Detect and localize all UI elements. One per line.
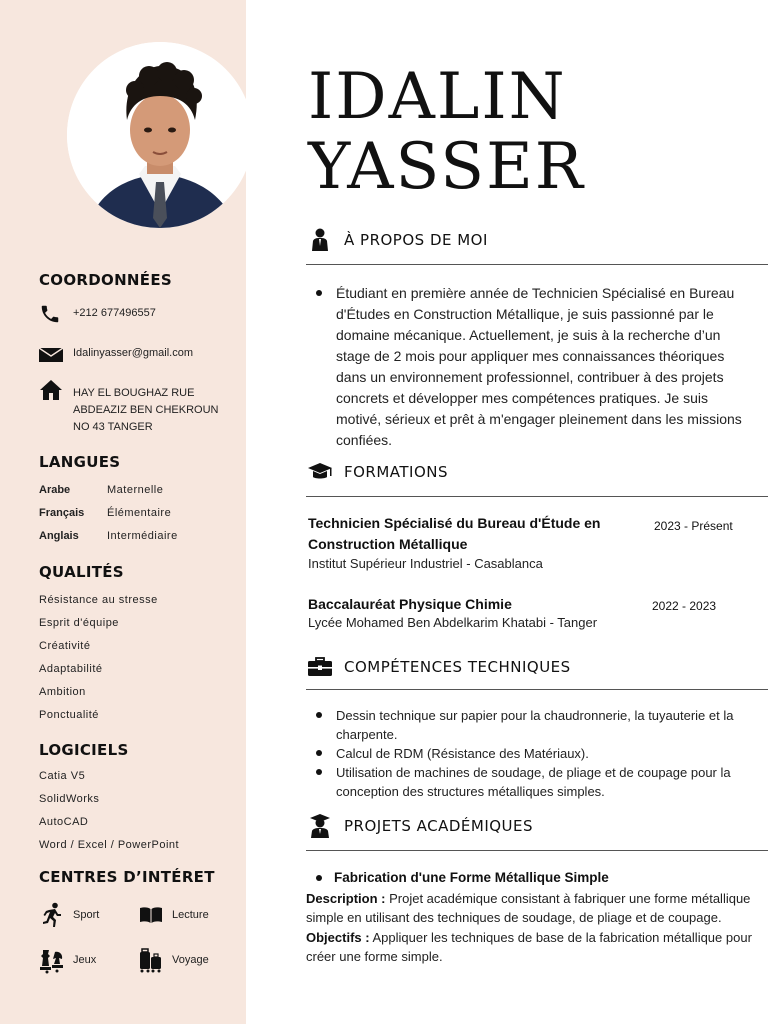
project-item xyxy=(306,868,752,967)
project-title: Fabrication d'une Forme Métallique Simple xyxy=(306,868,752,888)
skill-item: Utilisation de machines de soudage, de pliage et de coupage pour la conception des structures métalliques simples. xyxy=(314,763,754,801)
quality-item: Esprit d'équipe xyxy=(39,617,119,629)
language-item: Anglais Intermédiaire xyxy=(39,530,178,542)
about-text: Étudiant en première année de Technicien Spécialisé en Bureau d'Études en Construction Métallique, je suis passionné par le domaine mécanique. Actuellement, je suis à la recherche d’un stage de 2 mois pour appliquer mes connaissances théoriques dans un environnement professionnel, contribuer à des projets concrets et développer mes compétences pratiques. Je suis motivé, sérieux et prêt à m'engager pleinement dans les missions confiées. xyxy=(314,283,754,451)
interest-sport xyxy=(39,902,99,928)
interest-reading xyxy=(138,902,209,928)
description-text: Projet académique consistant à fabriquer une forme métallique simple en utilisant des techniques de soudage, de pliage et de coupage. xyxy=(306,890,751,925)
skill-item: Calcul de RDM (Résistance des Matériaux). xyxy=(314,744,754,763)
chess-icon xyxy=(39,947,65,973)
software-item: AutoCAD xyxy=(39,816,89,828)
contact-title: COORDONNÉES xyxy=(39,271,172,289)
toolbox-icon xyxy=(306,655,334,679)
interests-title: CENTRES D’INTÉRET xyxy=(39,868,215,886)
education-item-date: 2023 - Présent xyxy=(654,519,733,533)
software-title: LOGICIELS xyxy=(39,741,129,759)
education-item-title: Technicien Spécialisé du Bureau d'Étude en Construction Métallique xyxy=(308,515,601,552)
projects-title: PROJETS ACADÉMIQUES xyxy=(344,817,534,835)
envelope-icon xyxy=(39,345,63,365)
sidebar xyxy=(0,0,246,1024)
profile-photo xyxy=(67,42,253,228)
quality-item: Adaptabilité xyxy=(39,663,103,675)
name-last: YASSER xyxy=(308,130,585,204)
graduate-icon xyxy=(306,814,334,838)
book-icon xyxy=(138,902,164,928)
email-text: Idalinyasser@gmail.com xyxy=(73,347,193,359)
skill-item: Dessin technique sur papier pour la chaudronnerie, la tuyauterie et la charpente. xyxy=(314,706,754,744)
interest-label: Sport xyxy=(73,909,100,921)
projects-header xyxy=(306,814,533,838)
quality-item: Ambition xyxy=(39,686,86,698)
phone-icon xyxy=(39,304,63,324)
education-item-title: Baccalauréat Physique Chimie xyxy=(308,596,512,612)
description-label: Description : xyxy=(306,890,386,906)
phone-text: +212 677496557 xyxy=(73,307,156,319)
user-icon xyxy=(306,228,334,252)
name-first: IDALIN xyxy=(308,60,567,134)
contact-email xyxy=(39,345,193,365)
language-item: Arabe Maternelle xyxy=(39,484,164,496)
about-title: À PROPOS DE MOI xyxy=(344,231,488,249)
interest-label: Jeux xyxy=(73,954,97,966)
language-item: Français Élémentaire xyxy=(39,507,172,519)
interest-games xyxy=(39,947,96,973)
interest-label: Voyage xyxy=(172,954,209,966)
about-text-block xyxy=(314,283,754,451)
quality-item: Ponctualité xyxy=(39,709,99,721)
skills-title: COMPÉTENCES TECHNIQUES xyxy=(344,658,571,676)
quality-item: Créativité xyxy=(39,640,91,652)
interest-label: Lecture xyxy=(172,909,209,921)
quality-item: Résistance au stresse xyxy=(39,594,158,606)
qualities-title: QUALITÉS xyxy=(39,563,124,581)
address-line-1: HAY EL BOUGHAZ RUE xyxy=(73,387,195,399)
address-line-2: ABDEAZIZ BEN CHEKROUN xyxy=(73,404,219,416)
projects-divider xyxy=(306,850,768,851)
contact-address xyxy=(39,380,219,433)
skills-header xyxy=(306,655,571,679)
contact-phone xyxy=(39,304,156,324)
education-item-school: Lycée Mohamed Ben Abdelkarim Khatabi - Tanger xyxy=(308,615,598,630)
skills-list xyxy=(314,706,754,801)
education-item-date: 2022 - 2023 xyxy=(652,599,717,613)
address-text xyxy=(73,385,218,436)
education-item-school: Institut Supérieur Industriel - Casablanca xyxy=(308,556,543,571)
software-item: SolidWorks xyxy=(39,793,100,805)
runner-icon xyxy=(39,902,65,928)
education-header xyxy=(306,460,448,484)
project-objectives xyxy=(306,928,752,967)
software-item: Word / Excel / PowerPoint xyxy=(39,839,180,851)
luggage-icon xyxy=(138,947,164,973)
languages-title: LANGUES xyxy=(39,453,121,471)
software-item: Catia V5 xyxy=(39,770,86,782)
project-description xyxy=(306,889,752,928)
address-line-3: NO 43 TANGER xyxy=(73,421,153,433)
education-title: FORMATIONS xyxy=(344,463,449,481)
about-divider xyxy=(306,264,768,265)
home-icon xyxy=(39,380,63,400)
objectives-text: Appliquer les techniques de base de la fabrication métallique pour créer une forme simple. xyxy=(306,929,752,964)
skills-divider xyxy=(306,689,768,690)
about-header xyxy=(306,228,488,252)
graduation-cap-icon xyxy=(306,460,334,484)
interest-travel xyxy=(138,947,209,973)
education-divider xyxy=(306,496,768,497)
objectives-label: Objectifs : xyxy=(306,929,370,945)
